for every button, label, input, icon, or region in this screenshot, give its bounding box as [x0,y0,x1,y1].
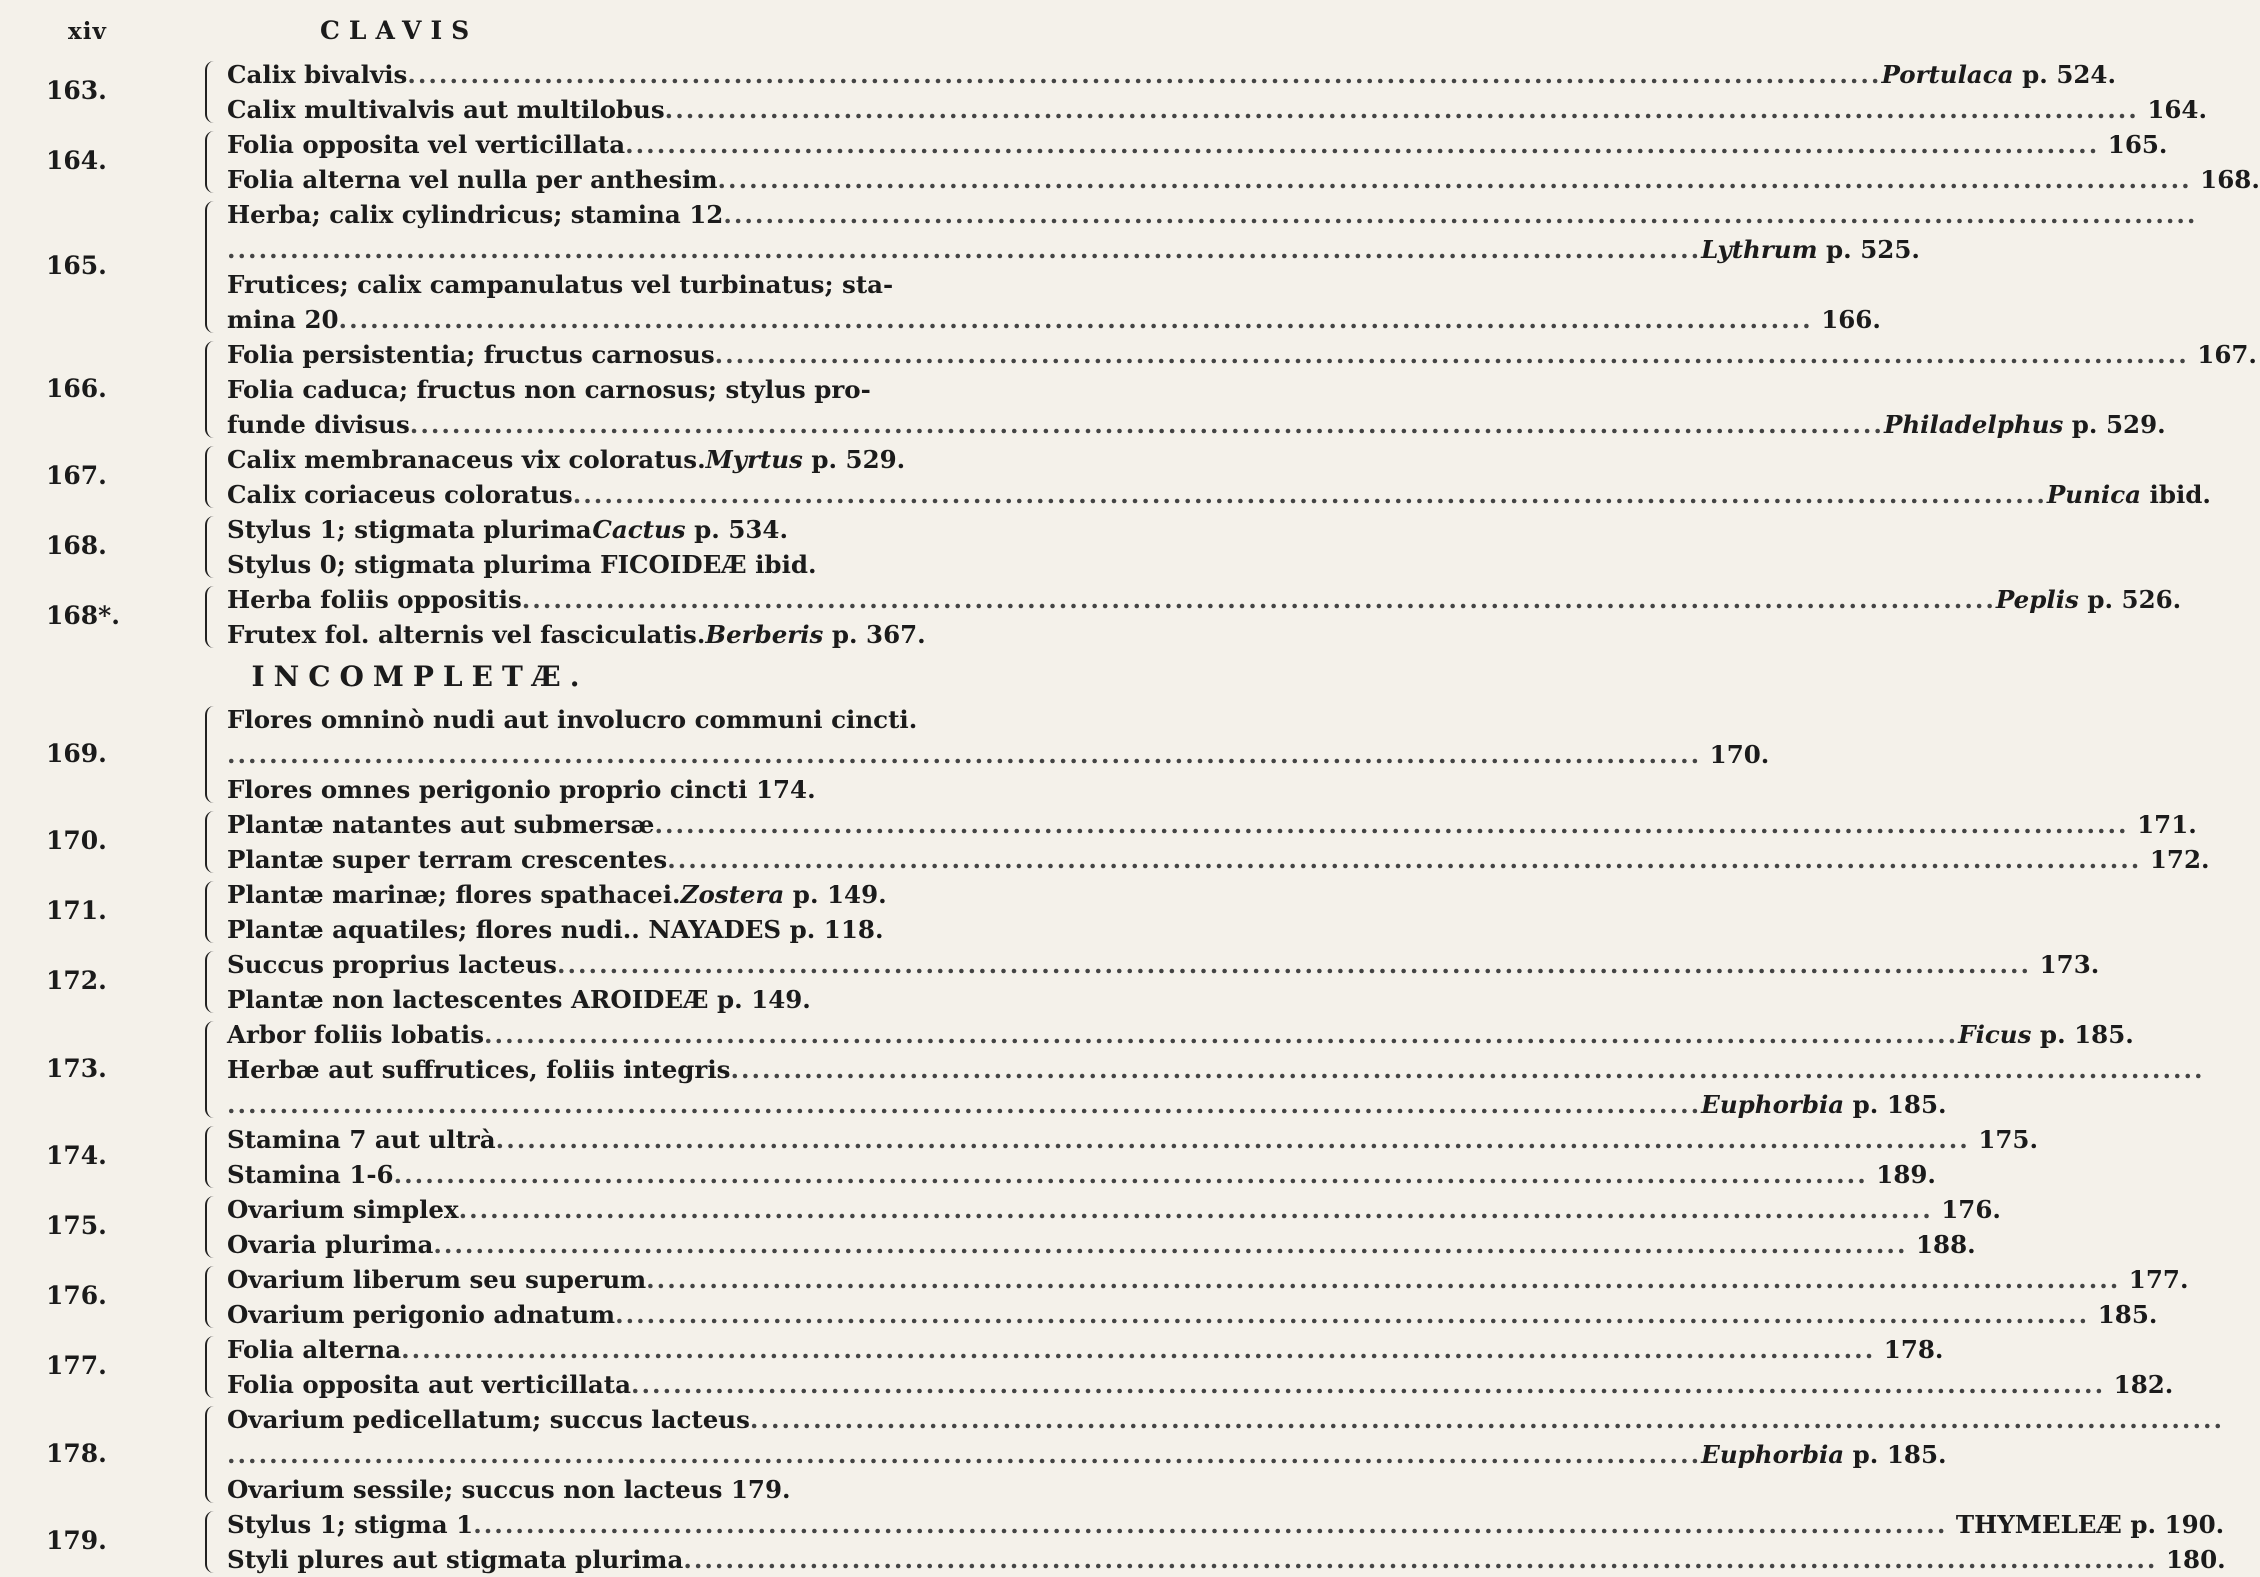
key-line-text: Plantæ super terram crescentes [227,845,668,874]
key-line [0,197,2198,232]
couplet-number: 172. [46,966,107,995]
key-couplet [0,1192,2001,1262]
key-reference: 180. [2157,1545,2226,1574]
brace-mark [205,61,218,123]
couplet-number: 168*. [46,601,120,630]
running-title: CLAVIS [320,16,479,45]
key-line [0,372,871,407]
couplet-number: 167. [46,461,107,490]
leader-dots: ............................................................................................................................................ [473,1510,1948,1539]
key-reference: Cactus p. 534. [592,515,788,544]
key-reference: 175. [1969,1125,2039,1154]
key-reference: 171. [2128,810,2197,839]
couplet-number: 168. [46,531,107,560]
key-couplet [0,1017,2205,1122]
key-line [0,302,1881,337]
couplet-number: 177. [46,1351,107,1380]
brace-mark [205,811,218,873]
brace-mark [205,131,218,193]
key-line [0,1542,2226,1577]
couplet-number: 174. [46,1141,107,1170]
key-couplet [0,57,2208,127]
leader-dots: ............................................................................................................................................ [484,1020,1959,1049]
leader-dots: ............................................................................................................................................ [717,165,2192,194]
leader-dots: ............................................................................................................................................ [630,1370,2106,1399]
key-reference: 178. [1875,1335,1944,1364]
key-reference: 173. [2031,950,2100,979]
key-line [0,842,2210,877]
key-line-text: Calix multivalvis aut multilobus [227,95,665,124]
key-reference: FICOIDEÆ ibid. [591,550,817,579]
key-line [0,232,1920,267]
key-line-text: Ovarium perigonio adnatum [227,1300,616,1329]
key-reference: 170. [1701,740,1770,769]
couplet-number: 166. [46,373,107,403]
key-line [0,127,2168,162]
leader-dots: ............................................................................................................................................ [664,95,2139,124]
key-line [0,737,1770,772]
key-couplet [0,947,2100,1017]
key-line-text: Folia persistentia; fructus carnosus [227,340,715,369]
key-line [0,582,2182,617]
leader-dots: ............................................................................................................................................ [409,410,1884,439]
key-line [0,57,2116,92]
brace-mark [205,1126,218,1188]
key-line-text: Flores omnes perigonio proprio cincti [227,775,748,804]
brace-mark [205,706,218,803]
key-line-text: Succus proprius lacteus [227,950,557,979]
key-reference: 165. [2099,130,2168,159]
leader-dots: ............................................................................................................................................ [227,235,1702,264]
key-line-text: Ovarium liberum seu superum [227,1265,647,1294]
key-reference: Portulaca p. 524. [1881,60,2116,89]
key-line-text: Calix coriaceus coloratus [227,480,573,509]
key-line [0,947,2100,982]
key-couplet [0,582,2182,652]
key-reference: 174. [747,775,816,804]
brace-mark [205,1196,218,1258]
key-line [0,442,906,477]
key-line-text: Stylus 1; stigma 1 [227,1510,474,1539]
key-reference: Berberis p. 367. [705,620,926,649]
brace-mark [205,516,218,578]
key-reference: Punica ibid. [2046,480,2211,509]
key-reference: 176. [1932,1195,2001,1224]
key-line [0,1507,2225,1542]
key-couplet [0,512,817,582]
key-line-text: Folia alterna [227,1335,402,1364]
brace-mark [205,1511,218,1573]
leader-dots: ............................................................................................................................................ [458,1195,1933,1224]
couplet-number: 165. [46,251,107,280]
couplet-number: 171. [46,896,107,925]
key-reference: 182. [2105,1370,2174,1399]
key-reference: Euphorbia p. 185. [1701,1090,1947,1119]
key-line-text: Folia opposita aut verticillata [227,1370,631,1399]
section-title: INCOMPLETÆ. [251,660,589,693]
key-line-text: Calix membranaceus vix coloratus. [227,445,706,474]
key-couplet [0,197,2198,337]
key-line-text: Frutex fol. alternis vel fasciculatis. [227,620,706,649]
brace-mark [205,1336,218,1398]
key-couplet [0,337,2257,442]
brace-mark [205,1021,218,1118]
key-line-text: Ovarium simplex [227,1195,459,1224]
key-couplet [0,1262,2189,1332]
key-couplet [0,442,2211,512]
key-line [0,267,894,302]
key-line [0,407,2166,442]
brace-mark [205,341,218,438]
key-reference: 167. [2188,340,2257,369]
key-reference: 164. [2138,95,2208,124]
key-line-text: funde divisus [227,410,410,439]
key-line [0,92,2208,127]
leader-dots: ............................................................................................................................................ [556,950,2032,979]
leader-dots: ............................................................................................................................................ [227,740,1702,769]
key-reference: 189. [1867,1160,1936,1189]
key-line-text: Stamina 7 aut ultrà [227,1125,496,1154]
brace-mark [205,1406,218,1503]
key-line-text: Ovarium sessile; succus non lacteus [227,1475,723,1504]
leader-dots: ............................................................................................................................................ [433,1230,1908,1259]
key-line-text: Herbæ aut suffrutices, foliis integris [227,1055,731,1084]
page-header [0,16,800,56]
key-line-text: Flores omninò nudi aut involucro communi cincti. [227,705,918,734]
key-reference: 188. [1907,1230,1976,1259]
key-line [0,1017,2134,1052]
key-line [0,1437,1947,1472]
key-line-text: Frutices; calix campanulatus vel turbinatus; sta- [227,270,894,299]
key-line [0,912,884,947]
key-line [0,477,2211,512]
key-line [0,772,816,807]
key-line [0,1297,2158,1332]
key-line-text: Herba; calix cylindricus; stamina 12 [227,200,724,229]
key-line [0,1472,800,1507]
key-line [0,1227,1976,1262]
key-couplet [0,1122,2039,1192]
key-couplet [0,1402,2225,1507]
key-reference: 185. [2089,1300,2158,1329]
key-line [0,1122,2039,1157]
key-line-text: Plantæ aquatiles; flores nudi.. [227,915,640,944]
key-line-text: Stamina 1-6 [227,1160,394,1189]
key-line-text: Ovaria plurima [227,1230,434,1259]
key-couplet [0,1332,2174,1402]
key-line [0,1332,1944,1367]
leader-dots: ............................................................................................................................................ [730,1055,2205,1084]
couplet-number: 170. [46,826,107,855]
key-line-text: Stylus 0; stigmata plurima [227,550,592,579]
key-reference: NAYADES p. 118. [639,915,884,944]
key-line [0,1367,2174,1402]
brace-mark [205,951,218,1013]
key-reference: THYMELEÆ p. 190. [1947,1510,2225,1539]
couplet-number: 173. [46,1053,107,1083]
leader-dots: ............................................................................................................................................ [495,1125,1970,1154]
key-reference: Philadelphus p. 529. [1883,410,2166,439]
key-line-text: Calix bivalvis [227,60,408,89]
key-line [0,1262,2189,1297]
key-reference: Myrtus p. 529. [705,445,906,474]
key-part-2 [0,702,2226,1577]
key-reference: Lythrum p. 525. [1701,235,1920,264]
leader-dots: ............................................................................................................................................ [572,480,2047,509]
leader-dots: ............................................................................................................................................ [654,810,2129,839]
key-line-text: Plantæ marinæ; flores spathacei. [227,880,681,909]
key-line [0,1402,2225,1437]
leader-dots: ............................................................................................................................................ [714,340,2189,369]
key-line-text: Herba foliis oppositis [227,585,522,614]
leader-dots: ............................................................................................................................................ [407,60,1882,89]
leader-dots: ............................................................................................................................................ [615,1300,2090,1329]
key-line [0,1087,1947,1122]
key-line [0,702,918,737]
key-line-text: Folia caduca; fructus non carnosus; stylus pro- [227,375,871,404]
key-line [0,1052,2205,1087]
leader-dots: ............................................................................................................................................ [227,1090,1702,1119]
key-line [0,1157,1936,1192]
key-line-text: Folia opposita vel verticillata [227,130,626,159]
key-reference: 172. [2141,845,2210,874]
couplet-number: 179. [46,1526,107,1555]
key-line-text: Arbor foliis lobatis [227,1020,485,1049]
key-couplet [0,877,887,947]
leader-dots: ............................................................................................................................................ [683,1545,2158,1574]
key-line-text: Styli plures aut stigmata plurima [227,1545,684,1574]
key-line-text: Stylus 1; stigmata plurima [227,515,592,544]
leader-dots: ............................................................................................................................................ [521,585,1996,614]
key-line-text: Plantæ non lactescentes [227,985,563,1014]
key-reference: Zostera p. 149. [680,880,887,909]
leader-dots: ............................................................................................................................................ [723,200,2198,229]
brace-mark [205,446,218,508]
couplet-number: 176. [46,1281,107,1310]
key-couplet [0,702,1770,807]
key-line [0,982,811,1017]
key-line-text: mina 20 [227,305,339,334]
key-content [0,57,2260,1577]
key-reference: Ficus p. 185. [1958,1020,2134,1049]
key-reference: 177. [2120,1265,2189,1294]
couplet-number: 163. [46,76,107,105]
key-reference: 179. [722,1475,791,1504]
couplet-number: 164. [46,146,107,175]
leader-dots: ............................................................................................................................................ [227,1440,1702,1469]
couplet-number: 169. [46,738,107,768]
brace-mark [205,881,218,943]
key-reference: AROIDEÆ p. 149. [562,985,811,1014]
key-line [0,617,926,652]
key-reference: 168. [2191,165,2260,194]
brace-mark [205,586,218,648]
leader-dots: ............................................................................................................................................ [393,1160,1868,1189]
leader-dots: ............................................................................................................................................ [667,845,2142,874]
leader-dots: ............................................................................................................................................ [338,305,1813,334]
leader-dots: ............................................................................................................................................ [401,1335,1876,1364]
leader-dots: ............................................................................................................................................ [625,130,2100,159]
brace-mark [205,201,218,333]
key-line-text: Folia alterna vel nulla per anthesim [227,165,718,194]
key-reference: Euphorbia p. 185. [1701,1440,1947,1469]
key-line [0,1192,2001,1227]
key-reference: Peplis p. 526. [1995,585,2182,614]
key-line [0,877,887,912]
brace-mark [205,1266,218,1328]
key-couplet [0,1507,2226,1577]
key-line [0,162,2260,197]
leader-dots: ............................................................................................................................................ [646,1265,2121,1294]
key-line [0,807,2197,842]
key-reference: 166. [1812,305,1881,334]
page-number: xiv [68,18,107,45]
leader-dots: ............................................................................................................................................ [749,1405,2225,1434]
couplet-number: 178. [46,1438,107,1468]
key-line-text: Plantæ natantes aut submersæ [227,810,655,839]
key-line [0,512,800,547]
key-line-text: Ovarium pedicellatum; succus lacteus [227,1405,750,1434]
key-line [0,337,2257,372]
key-couplet [0,807,2210,877]
couplet-number: 175. [46,1211,107,1240]
key-couplet [0,127,2260,197]
key-line [0,547,817,582]
key-part-1 [0,57,2260,652]
